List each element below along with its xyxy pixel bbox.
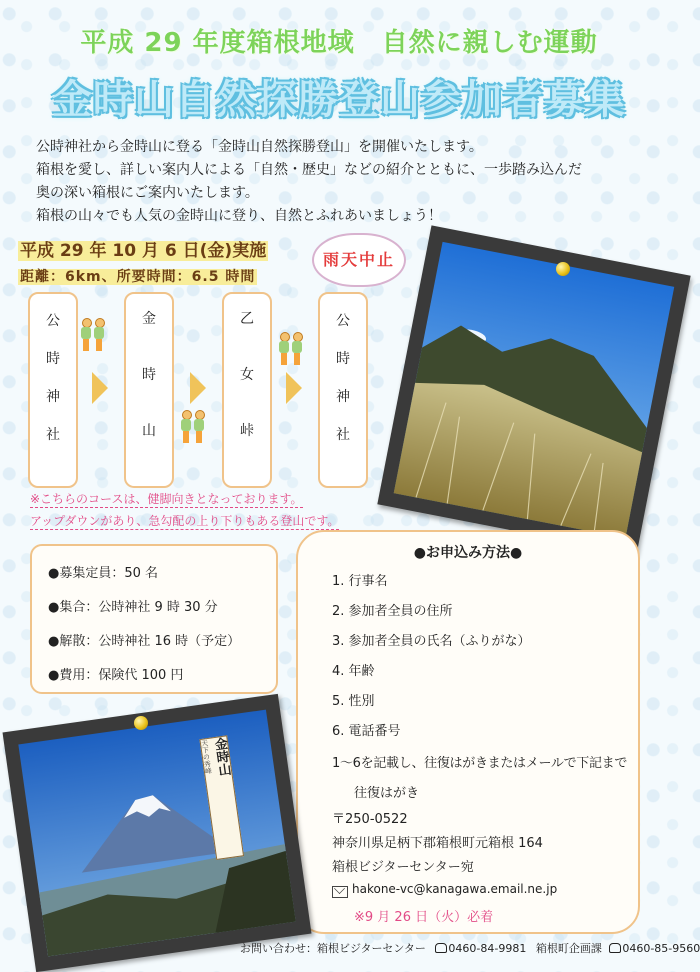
event-info-box [30,544,278,694]
mail-icon [332,886,348,898]
route-arrow-icon [286,372,302,404]
hiker-icon [180,410,192,444]
hiker-icon [291,332,303,366]
phone-icon [435,943,447,953]
apply-item: 5. 性別 [332,694,375,709]
postal-code: 〒250-0522 [332,812,408,827]
route-arrow-icon [92,372,108,404]
route-char: 峠 [240,423,254,439]
capacity-info: ●募集定員：50 名 [48,566,159,581]
footer-dept: 箱根町企画課 [535,942,602,955]
intro-line-4: 箱根の山々でも人気の金時山に登り、自然とふれあいましょう！ [36,208,442,224]
hiker-icon [93,318,105,352]
apply-postcard: 往復はがき [354,786,420,801]
route-char: 公 [46,313,60,329]
hikers-illustration [80,318,105,352]
meeting-info: ●集合：公時神社 9 時 30 分 [48,600,218,615]
page-title: 金時山自然探勝登山参加者募集 [52,77,626,123]
application-title: ●お申込み方法● [413,545,523,561]
route-char: 神 [46,389,60,405]
apply-item: 1. 行事名 [332,574,388,589]
route-char: 時 [142,367,156,383]
phone-icon [609,943,621,953]
route-char: 時 [336,351,350,367]
dismissal-info: ●解散：公時神社 16 時（予定） [48,634,241,649]
course-notice-1: ※こちらのコースは、健脚向きとなっております。 [30,492,303,506]
event-date-text: 平成 29 年 10 月 6 日(金)実施 [20,241,267,261]
mountain-photo-image [394,242,675,538]
application-deadline: ※9 月 26 日（火）必着 [354,910,494,925]
route-point-1 [28,292,78,488]
route-char: 公 [336,313,350,329]
route-char: 山 [142,423,156,439]
recipient: 箱根ビジターセンター宛 [332,860,474,875]
fee-info: ●費用：保険代 100 円 [48,668,184,683]
route-char: 社 [46,427,60,443]
apply-item: 2. 参加者全員の住所 [332,604,453,619]
footer-contact [240,940,700,956]
course-distance-text: 距離：6km、所要時間：6.5 時間 [20,269,256,285]
mountain-photo [377,225,690,554]
route-char: 乙 [240,311,254,327]
footer-label: お問い合わせ：箱根ビジターセンター [240,942,426,955]
sign-big-text: 金時山 [210,736,232,778]
route-arrow-icon [190,372,206,404]
hikers-illustration [278,332,303,366]
intro-line-1: 公時神社から金時山に登る「金時山自然探勝登山」を開催いたします。 [36,139,483,155]
route-char: 神 [336,389,350,405]
apply-item: 3. 参加者全員の氏名（ふりがな） [332,634,531,649]
route-point-2 [124,292,174,488]
event-date [18,236,268,261]
mailing-address: 神奈川県足柄下郡箱根町元箱根 164 [332,836,543,851]
application-method-box [296,530,640,934]
apply-item: 4. 年齢 [332,664,375,679]
intro-line-3: 奥の深い箱根にご案内いたします。 [36,185,259,201]
footer-tel-2[interactable]: 0460-85-9560 [622,942,700,955]
apply-instruction: 1～6を記載し、往復はがきまたはメールで下記まで [332,756,628,771]
rain-cancel-badge: 雨天中止 [312,233,406,287]
route-char: 女 [240,367,254,383]
route-char: 時 [46,351,60,367]
course-distance [18,266,257,286]
pushpin-icon [556,262,570,276]
hiker-icon [278,332,290,366]
sign-small-text: 天下の秀峰 [199,738,213,775]
contact-email[interactable]: hakone-vc@kanagawa.email.ne.jp [352,882,558,896]
apply-item: 6. 電話番号 [332,724,401,739]
footer-tel-1[interactable]: 0460-84-9981 [448,942,527,955]
route-point-3 [222,292,272,488]
hikers-illustration [180,410,205,444]
event-subtitle: 平成 29 年度箱根地域 自然に親しむ運動 [80,28,598,58]
route-char: 金 [142,311,156,327]
hiker-icon [80,318,92,352]
course-notice-2: アップダウンがあり、急勾配の上り下りもある登山です。 [30,514,340,528]
route-char: 社 [336,427,350,443]
route-point-4 [318,292,368,488]
hiker-icon [193,410,205,444]
mt-fuji-photo [3,694,312,972]
pushpin-icon [134,716,148,730]
intro-line-2: 箱根を愛し、詳しい案内人による「自然・歴史」などの紹介とともに、一歩踏み込んだ [36,162,582,178]
mt-fuji-photo-image [18,710,295,957]
